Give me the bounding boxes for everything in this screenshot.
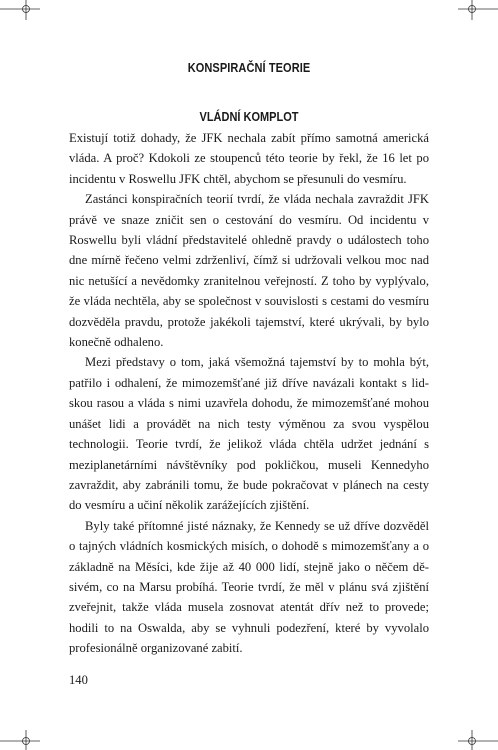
paragraph: Mezi představy o tom, jaká všemožná tajemství by to mohla být, patřilo i odhalení, že mimozemšťané již dříve navázali kontakt s lidskou rasou a vláda s nimi uzavřela dohodu, že mimozemšťané mohou unášet lidi a provádět na nich testy výměnou za svou vyspělou technologii. Teorie tvrdí, že jelikož vláda chtěla udržet jednání s meziplanetárními návštěvníky pod pokličkou, museli Kennedyho zavraždit, aby zabránili tomu, že bude pokračovat v plánech na cesty do vesmíru a učiní několik zarážejících zjištění. <box>69 355 429 513</box>
paragraph: Byly také přítomné jisté náznaky, že Kennedy se už dříve dozvěděl o tajných vládních kosmických misích, o dohodě s mimozemšťany a o základně na Měsíci, kde žije až 40 000 lidí, stejně jako o něčem děsivém, co na Marsu probíhá. Teorie tvrdí, že měl v plánu svá zjištění zveřejnit, takže vláda musela zosnovat atentát dřív než to provede; hodili to na Oswalda, aby se vyhnuli podezření, které by vyvolalo profesionálně organizované zabití. <box>69 518 429 656</box>
chapter-title: VLÁDNÍ KOMPLOT <box>199 110 299 124</box>
crop-mark-bottom-right-icon <box>452 724 498 750</box>
page-number: 140 <box>69 673 88 687</box>
running-head: KONSPIRAČNÍ TEORIE <box>187 61 311 75</box>
paragraph: Existují totiž dohady, že JFK nechala zabít přímo samotná americká vláda. A proč? Kdokoli ze stoupenců této teorie by řekl, že 16 let po incidentu v Roswellu JFK chtěl, abychom se přesunuli do vesmíru. <box>69 131 429 186</box>
paragraph: Zastánci konspiračních teorií tvrdí, že vláda nechala zavraždit JFK právě ve snaze zničit sen o cestování do vesmíru. Od incidentu v Roswellu byli vládní představitelé ohledně pravdy o událostech toho dne mírně řečeno velmi zdrženliví, čímž si udržovali velkou moc nad nic netušící a nevědomky zranitelnou veřejností. Z toho by vyplývalo, že vláda nechtěla, aby se společnost v souvislosti s cestami do vesmíru dozvěděla pravdu, protože jakékoli tajemství, které ukrývali, by bylo konečně odhaleno. <box>69 192 429 350</box>
crop-mark-top-right-icon <box>452 0 498 26</box>
crop-mark-bottom-left-icon <box>0 724 46 750</box>
body-text <box>69 128 429 659</box>
crop-mark-top-left-icon <box>0 0 46 26</box>
